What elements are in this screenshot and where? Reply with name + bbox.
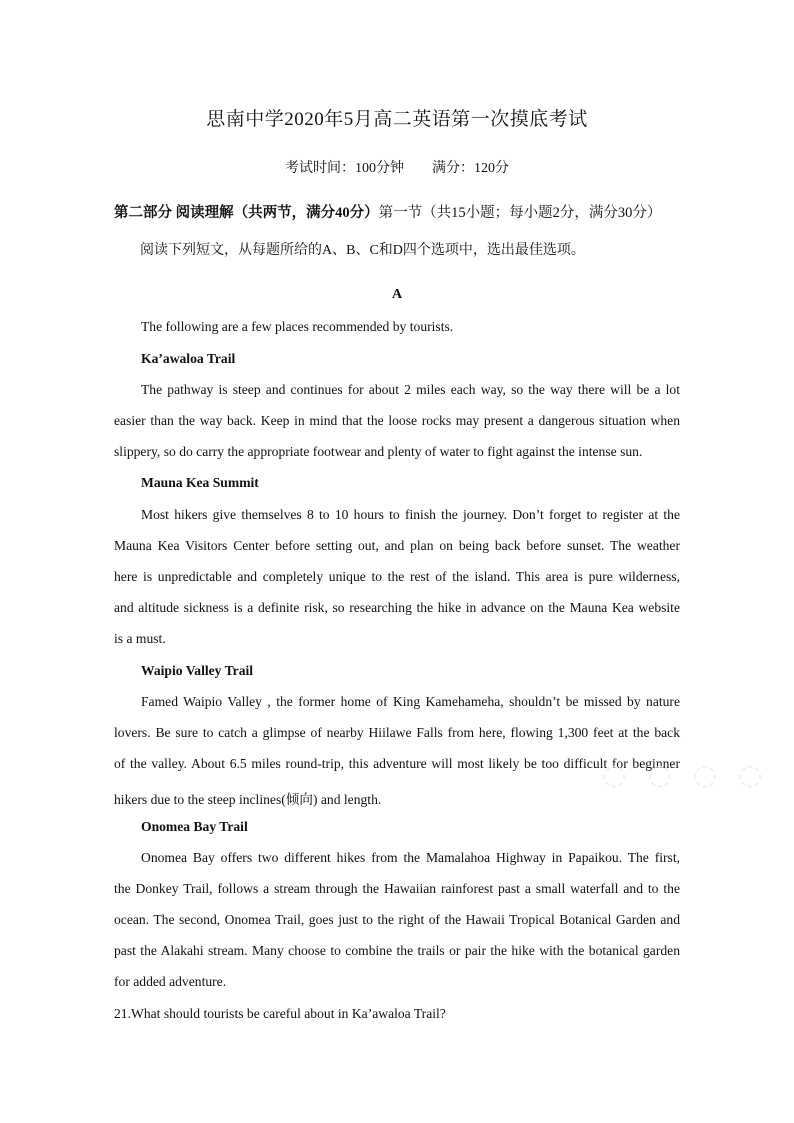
paragraph-line: Famed Waipio Valley , the former home of King Kamehameha, shouldn’t be missed by nature: [141, 694, 680, 709]
paragraph-line: is a must.: [114, 631, 166, 646]
paragraph-line: slippery, so do carry the appropriate footwear and plenty of water to fight against the intense sun.: [114, 444, 643, 459]
exam-time: 考试时间：100分钟: [285, 161, 404, 176]
paragraph-line: Most hikers give themselves 8 to 10 hours to finish the journey. Don’t forget to register at the: [141, 507, 680, 522]
exam-score: 满分：120分: [432, 161, 509, 176]
faint-watermark: ◌ ◌ ◌ ◌: [602, 758, 769, 791]
section-part-title: 第二部分 阅读理解（共两节，满分40分）: [114, 205, 379, 221]
paragraph-line: Mauna Kea Visitors Center before setting out, and plan on being back before sunset. The weather: [114, 538, 680, 553]
section-heading: [114, 201, 661, 222]
paragraph-line: The pathway is steep and continues for about 2 miles each way, so the way there will be a lot: [141, 382, 680, 397]
paragraph-line: easier than the way back. Keep in mind that the loose rocks may present a dangerous situation when: [114, 413, 680, 428]
paragraph-line: here is unpredictable and completely unique to the rest of the island. This area is pure wilderness,: [114, 569, 680, 584]
paragraph-line: the Donkey Trail, follows a stream through the Hawaiian rainforest past a small waterfall and to the: [114, 881, 680, 896]
section-instructions: 阅读下列短文，从每题所给的A、B、C和D四个选项中，选出最佳选项。: [140, 243, 585, 258]
paragraph-line: Onomea Bay offers two different hikes from the Mamalahoa Highway in Papaikou. The first,: [141, 850, 680, 865]
paragraph-line: ocean. The second, Onomea Trail, goes just to the right of the Hawaii Tropical Botanical Garden and: [114, 912, 680, 927]
passage-letter: A: [391, 287, 403, 302]
paragraph-line: for added adventure.: [114, 974, 227, 989]
section-part-detail: 第一节（共15小题；每小题2分，满分30分）: [378, 205, 662, 221]
paragraph-line: past the Alakahi stream. Many choose to combine the trails or pair the hike with the botanical garden: [114, 943, 680, 958]
exam-title: 思南中学2020年5月高二英语第一次摸底考试: [206, 109, 588, 130]
paragraph-line: and altitude sickness is a definite risk, so researching the hike in advance on the Mauna Kea website: [114, 600, 680, 615]
paragraph-line: of the valley. About 6.5 miles round-trip, this adventure will most likely be too difficult for beginner: [114, 756, 680, 771]
trail-heading: Onomea Bay Trail: [141, 819, 248, 834]
trail-heading: Waipio Valley Trail: [141, 663, 254, 678]
exam-info: [0, 157, 794, 177]
passage-intro: The following are a few places recommended by tourists.: [141, 319, 454, 334]
trail-heading: Ka’awaloa Trail: [141, 351, 236, 366]
paragraph-line: hikers due to the steep inclines(倾向) and length.: [114, 792, 382, 807]
question-21: 21.What should tourists be careful about in Ka’awaloa Trail?: [114, 1006, 446, 1021]
trail-heading: Mauna Kea Summit: [141, 475, 259, 490]
paragraph-line: lovers. Be sure to catch a glimpse of nearby Hiilawe Falls from here, flowing 1,300 feet at the back: [114, 725, 680, 740]
